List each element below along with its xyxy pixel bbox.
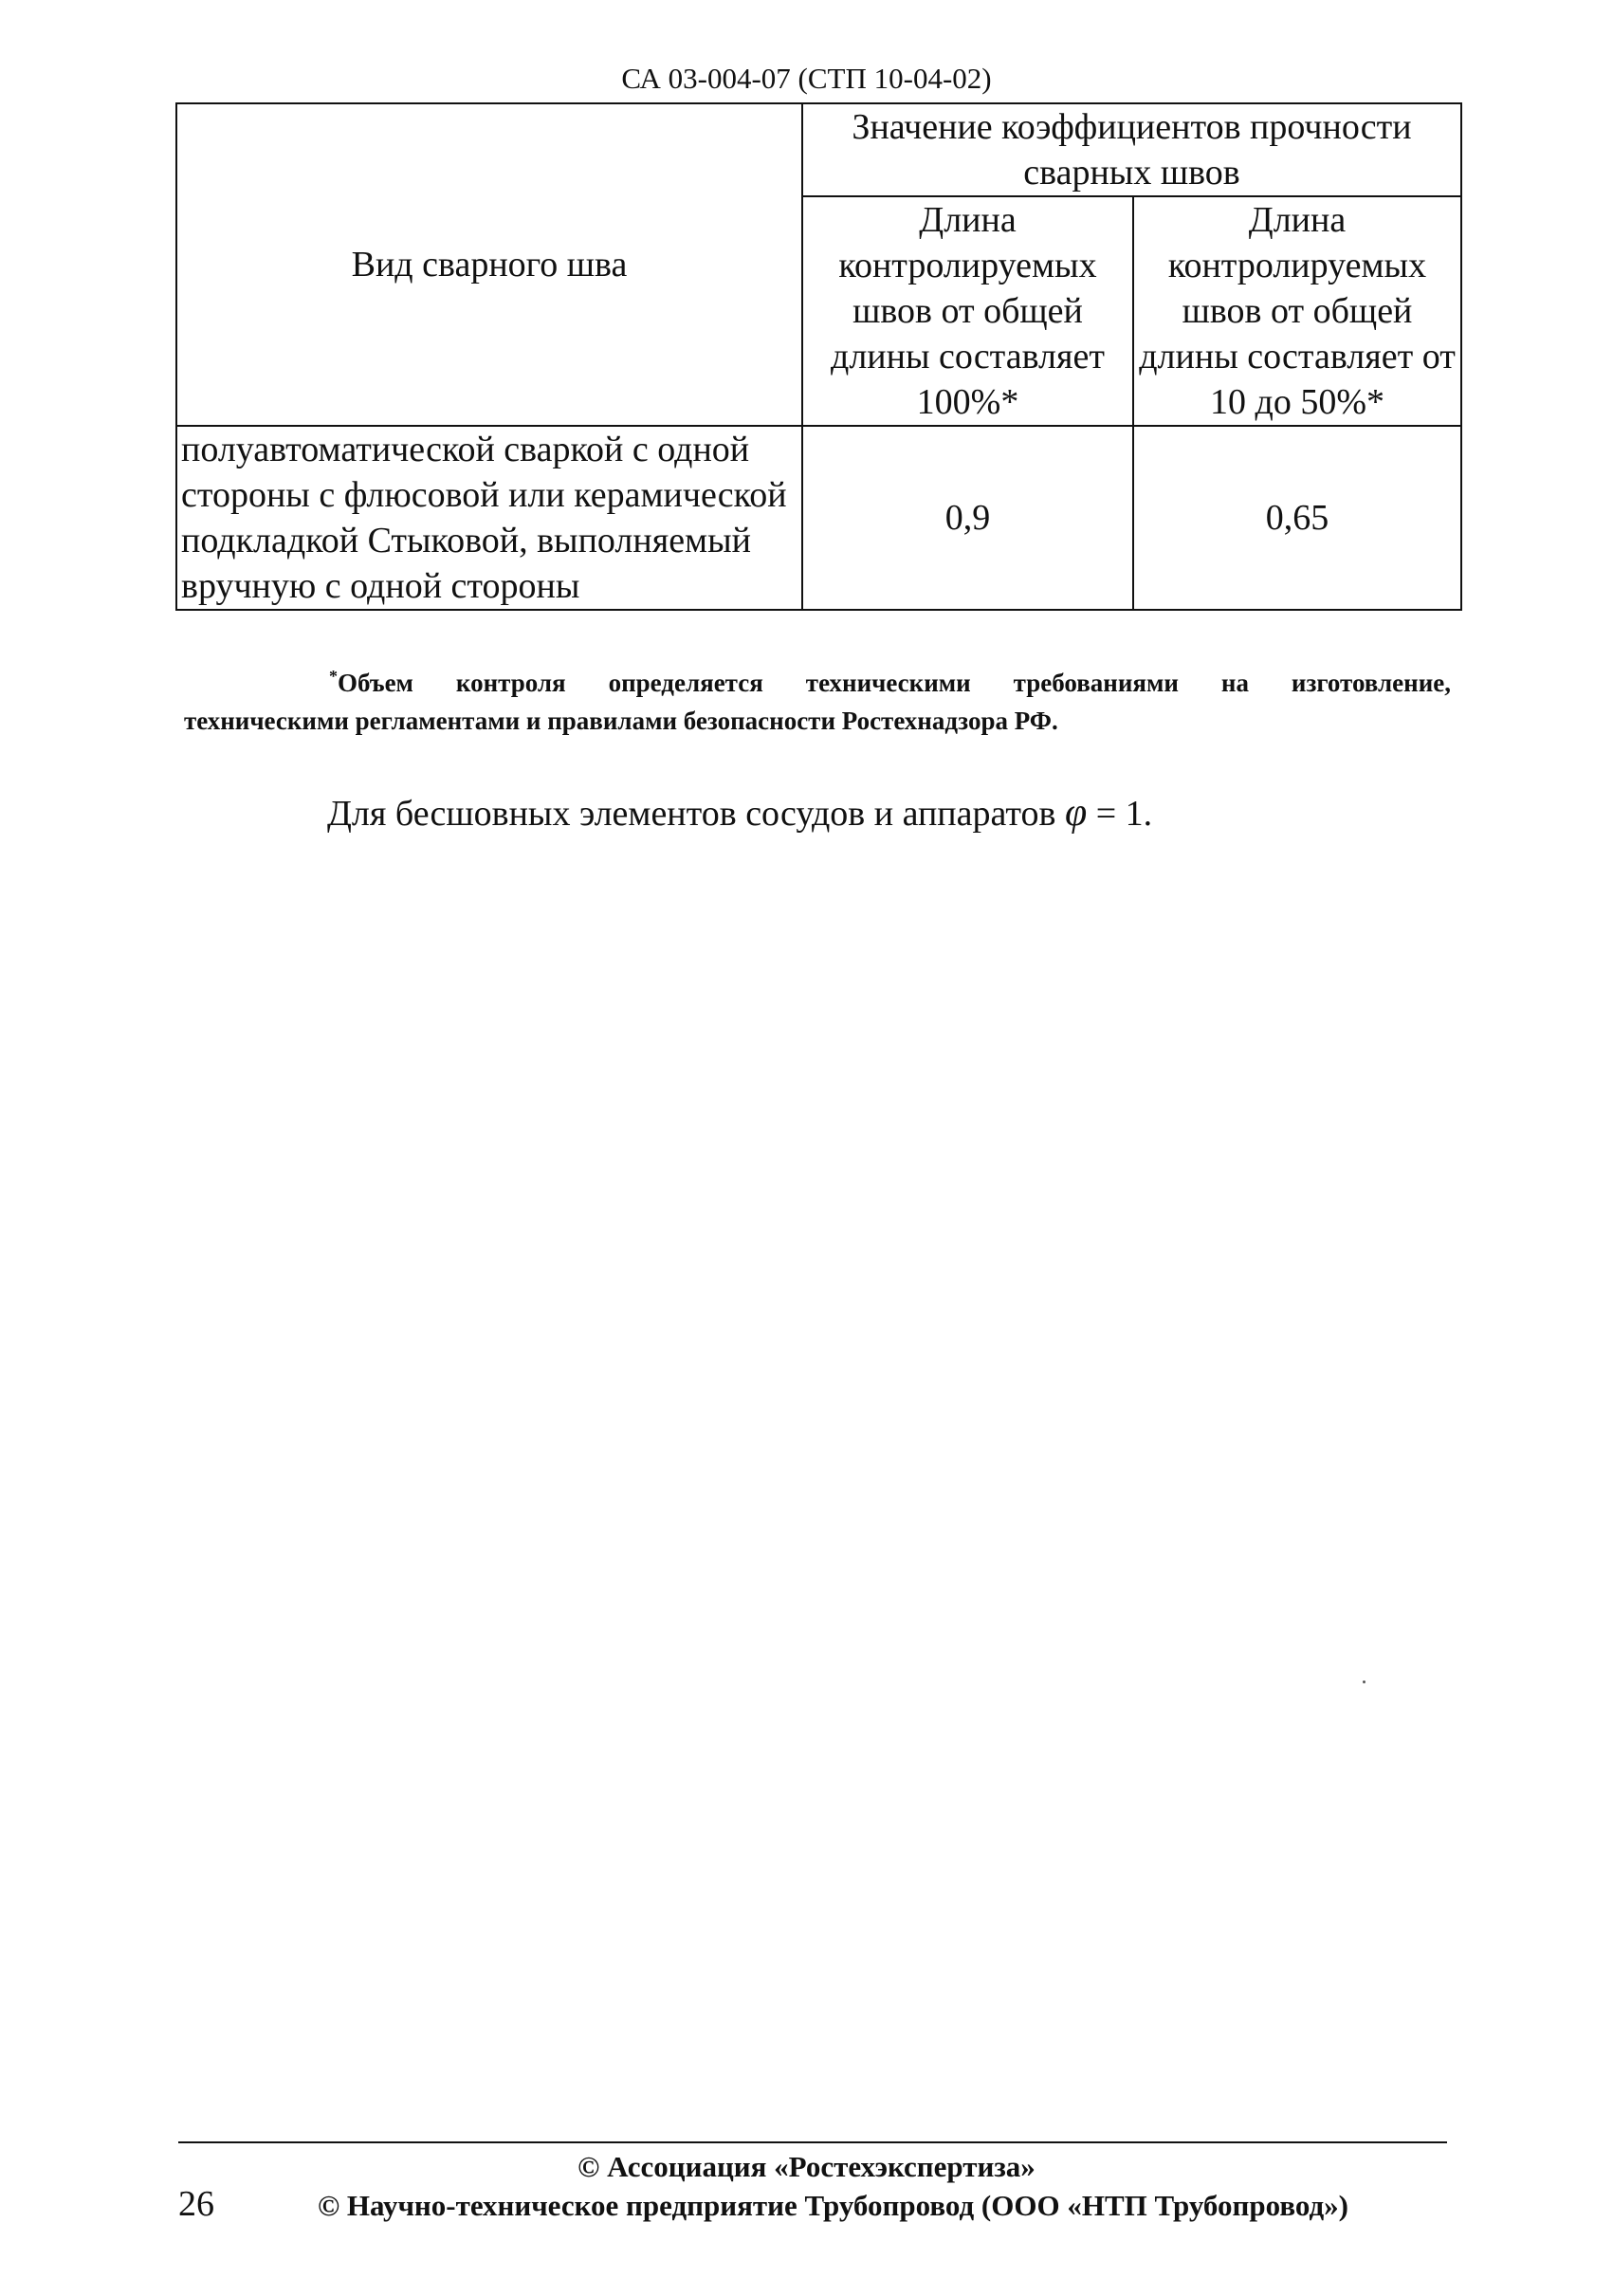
table-row bbox=[176, 426, 1461, 610]
footer-enterprise: © Научно-техническое предприятие Трубопровод (ООО «НТП Трубопровод») bbox=[318, 2189, 1348, 2222]
seamless-text: Для бесшовных элементов сосудов и аппаратов bbox=[327, 794, 1056, 834]
weld-type-cell: полуавтоматической сваркой с одной стороны с флюсовой или керамической подкладкой Стыковой, выполняемый вручную с одной стороны bbox=[176, 426, 802, 610]
seamless-elements-statement bbox=[327, 790, 1152, 836]
weld-strength-table bbox=[175, 102, 1462, 611]
coefficient-100-cell: 0,9 bbox=[802, 426, 1133, 610]
header-weld-type: Вид сварного шва bbox=[176, 103, 802, 426]
footnote-text-1: Объем контроля определяется техническими требованиями на изготовление, bbox=[338, 669, 1451, 697]
phi-equation: = 1. bbox=[1087, 794, 1153, 834]
footnote-line-1 bbox=[184, 664, 1451, 702]
table-header-row-1 bbox=[176, 103, 1461, 196]
footer-divider bbox=[178, 2141, 1447, 2143]
header-strength-coefficients: Значение коэффициентов прочности сварных швов bbox=[802, 103, 1461, 196]
footnote-line-2: техническими регламентами и правилами безопасности Ростехнадзора РФ. bbox=[184, 707, 1058, 735]
coefficient-10-50-cell: 0,65 bbox=[1133, 426, 1461, 610]
table-footnote bbox=[184, 664, 1451, 740]
footnote-marker: * bbox=[329, 667, 338, 686]
footer-association: © Ассоциация «Ростехэкспертиза» bbox=[577, 2150, 1036, 2183]
header-control-10-50: Длина контролируемых швов от общей длины составляет от 10 до 50%* bbox=[1133, 196, 1461, 426]
header-control-100: Длина контролируемых швов от общей длины составляет 100%* bbox=[802, 196, 1133, 426]
page-number: 26 bbox=[178, 2184, 214, 2224]
scan-speck bbox=[1363, 1681, 1366, 1683]
phi-symbol: φ bbox=[1064, 791, 1088, 835]
document-code-header: СА 03-004-07 (СТП 10-04-02) bbox=[621, 62, 992, 95]
